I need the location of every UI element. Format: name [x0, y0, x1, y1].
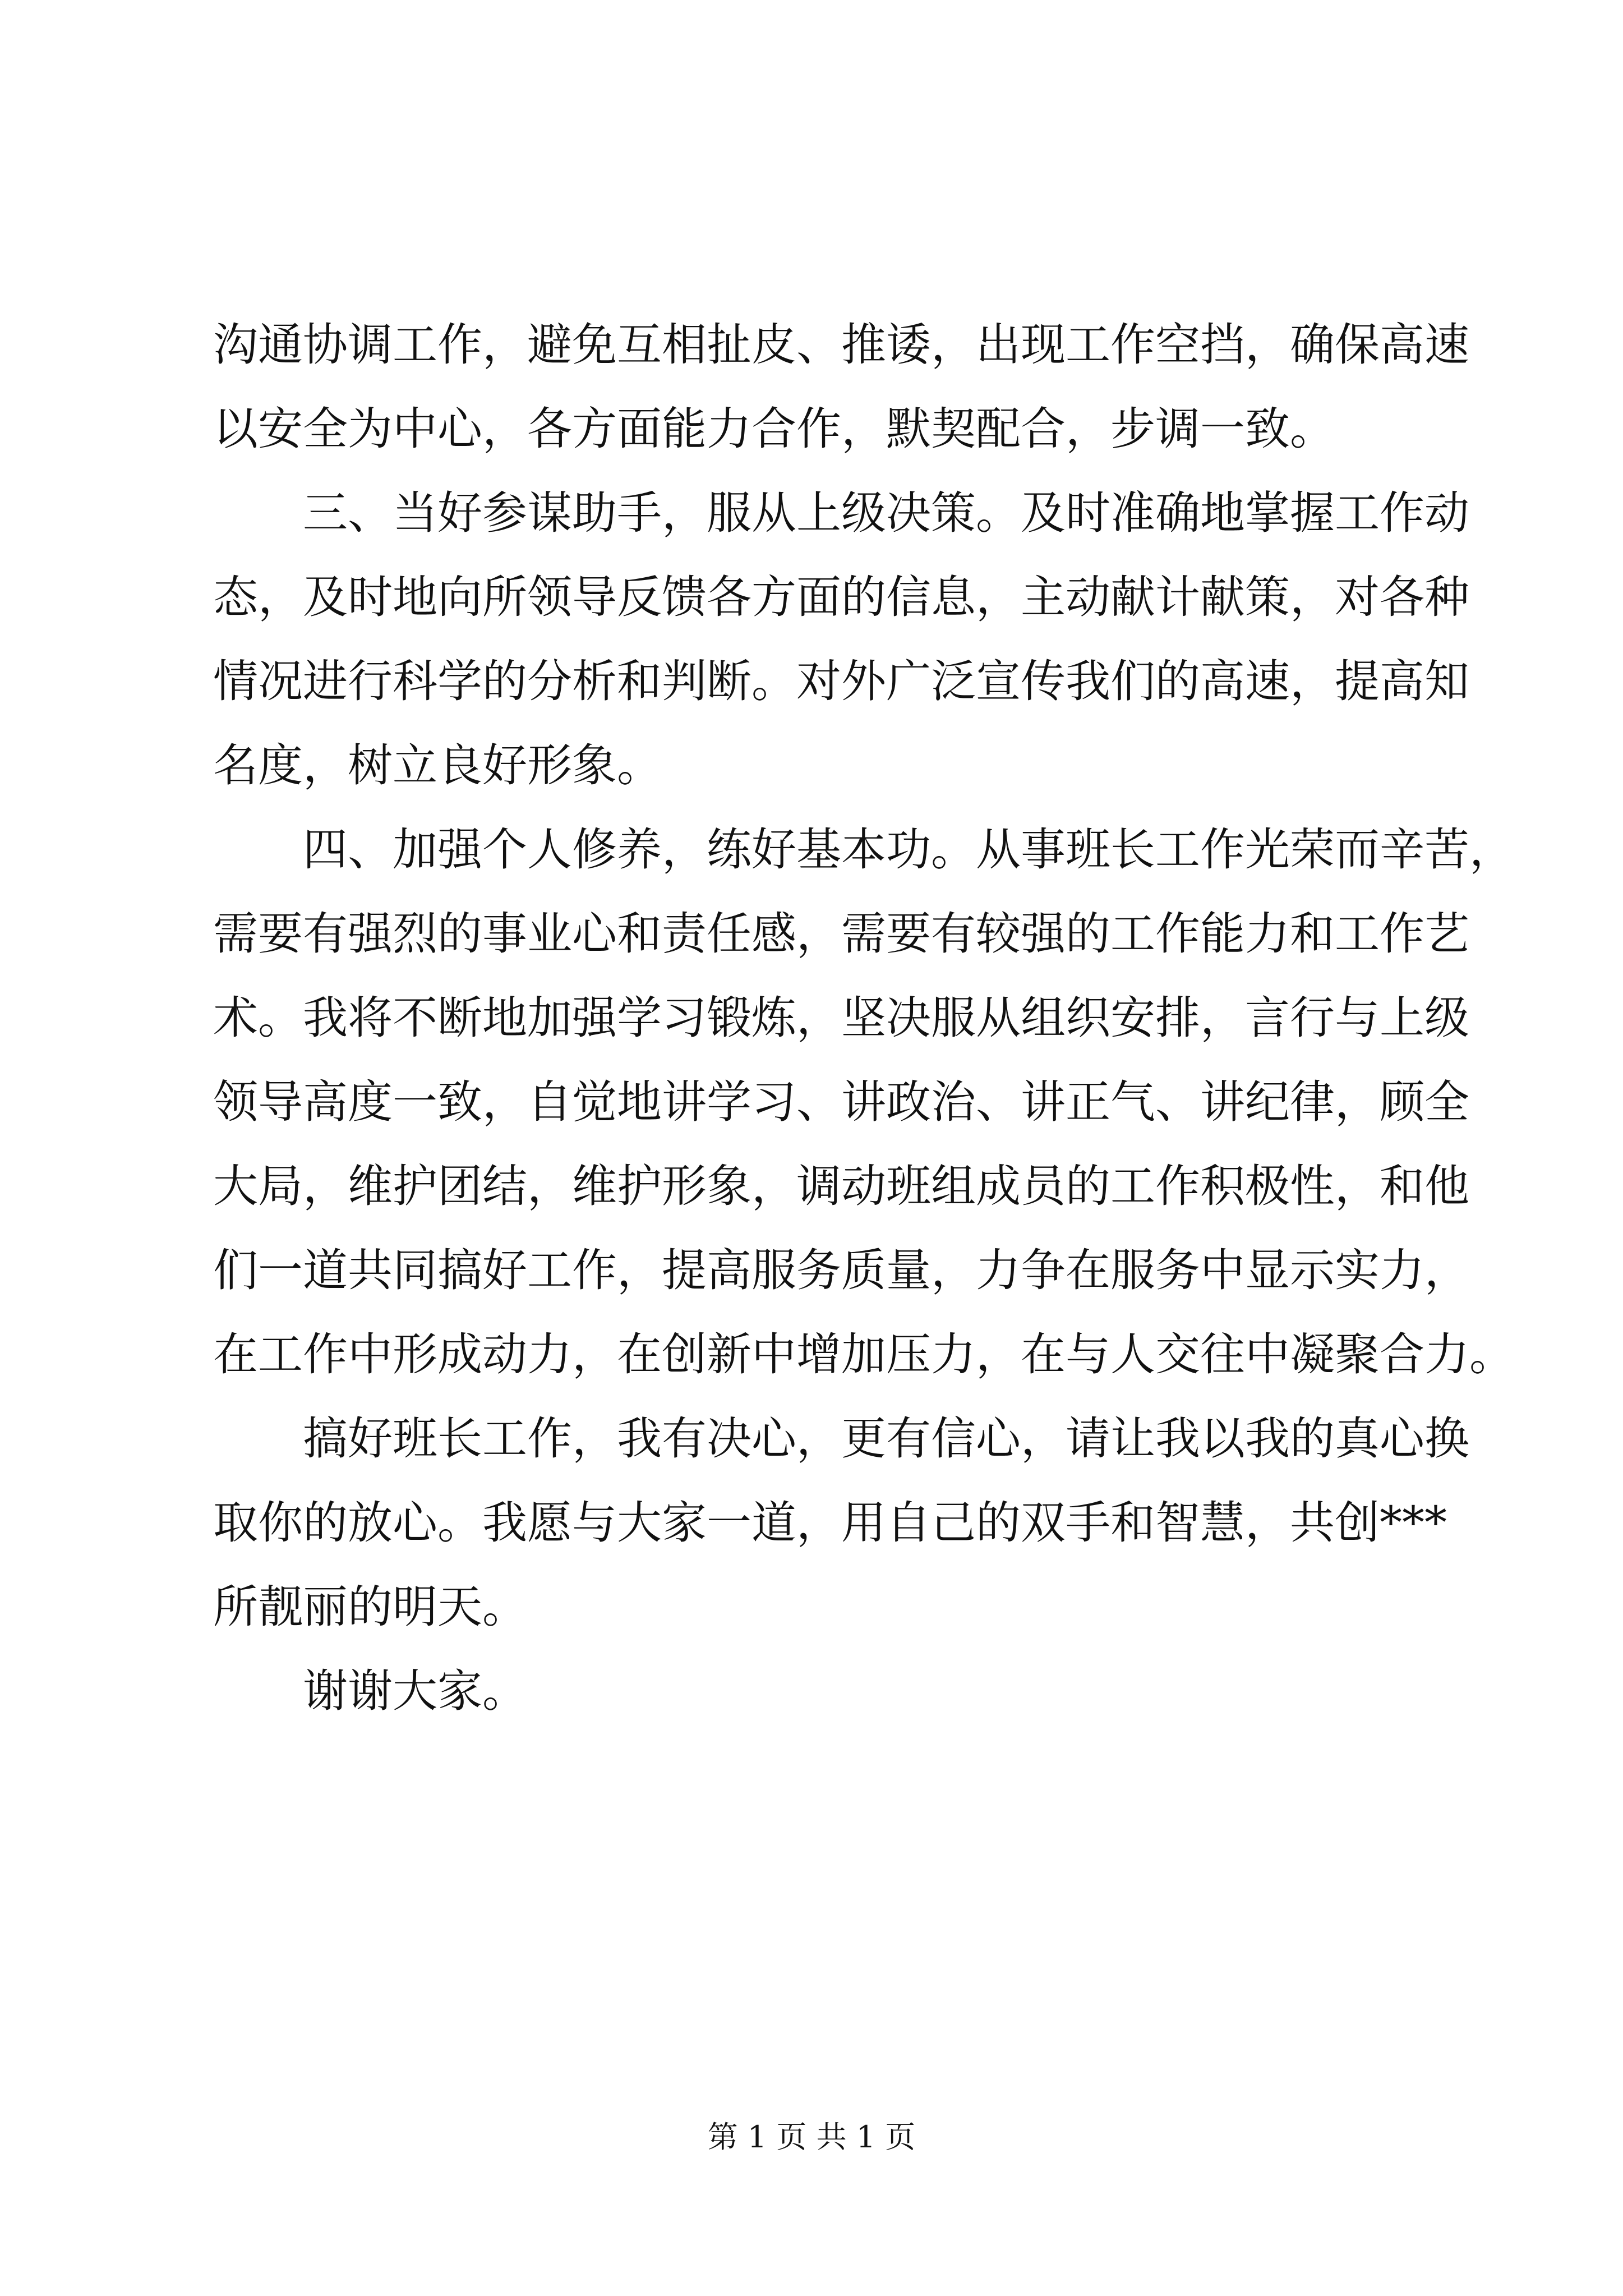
body-line: 搞好班长工作，我有决心，更有信心，请让我以我的真心换 — [303, 1412, 1469, 1465]
body-line: 谢谢大家。 — [303, 1665, 527, 1717]
body-line: 三、当好参谋助手，服从上级决策。及时准确地掌握工作动 — [303, 487, 1469, 539]
body-line: 所靓丽的明天。 — [213, 1581, 527, 1633]
document-body — [213, 303, 1514, 1733]
page-footer — [0, 2115, 1623, 2160]
body-line: 情况进行科学的分析和判断。对外广泛宣传我们的高速，提高知 — [213, 655, 1469, 707]
body-line: 领导高度一致，自觉地讲学习、讲政治、讲正气、讲纪律，顾全 — [213, 1076, 1469, 1128]
body-line: 以安全为中心，各方面能力合作，默契配合，步调一致。 — [213, 403, 1335, 455]
page-number-label: 第 1 页 共 1 页 — [707, 2119, 916, 2155]
body-line: 名度，树立良好形象。 — [213, 739, 662, 792]
body-line: 四、加强个人修养，练好基本功。从事班长工作光荣而辛苦， — [303, 823, 1514, 876]
body-line: 们一道共同搞好工作，提高服务质量，力争在服务中显示实力， — [213, 1244, 1469, 1296]
body-line: 在工作中形成动力，在创新中增加压力，在与人交往中凝聚合力。 — [213, 1328, 1514, 1381]
body-line: 取你的放心。我愿与大家一道，用自己的双手和智慧，共创*** — [213, 1497, 1447, 1549]
body-line: 大局，维护团结，维护形象，调动班组成员的工作积极性，和他 — [213, 1160, 1469, 1212]
body-line: 沟通协调工作，避免互相扯皮、推诿，出现工作空挡，确保高速 — [213, 319, 1469, 371]
body-line: 需要有强烈的事业心和责任感，需要有较强的工作能力和工作艺 — [213, 908, 1469, 960]
body-line: 术。我将不断地加强学习锻炼，坚决服从组织安排，言行与上级 — [213, 992, 1469, 1044]
body-line: 态，及时地向所领导反馈各方面的信息，主动献计献策，对各种 — [213, 571, 1469, 623]
